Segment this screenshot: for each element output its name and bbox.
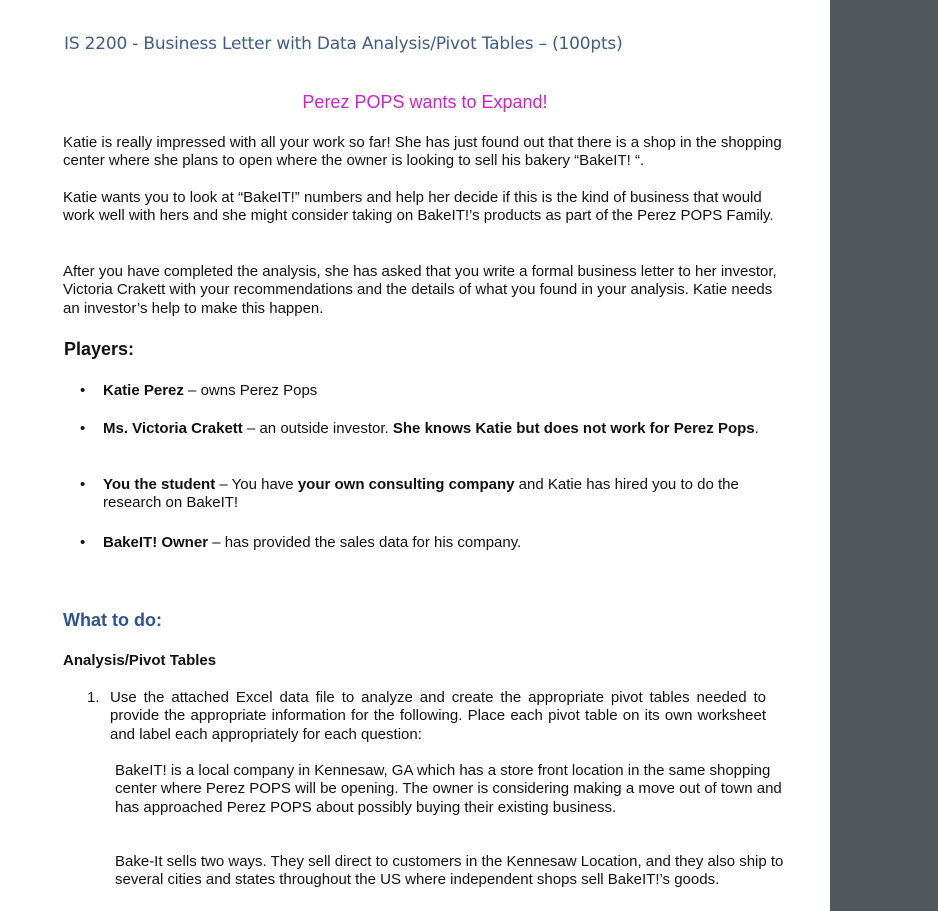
player-name: Ms. Victoria Crakett	[103, 420, 243, 437]
bullet-icon: •	[80, 420, 86, 437]
player-name: BakeIT! Owner	[103, 534, 209, 551]
player-item-bakeit-owner: • BakeIT! Owner – has provided the sales data for his company.	[80, 534, 522, 551]
player-name: You the student	[103, 476, 216, 493]
player-name: Katie Perez	[103, 382, 184, 399]
intro-paragraph-3: After you have completed the analysis, she has asked that you write a formal business letter to her investor, Victoria Crakett with your recommendations and the details of what you found in your analysis. Katie needs an investor’s help to make this happen.	[63, 263, 777, 317]
sub-paragraph-2: Bake-It sells two ways. They sell direct to customers in the Kennesaw Location, and they also ship to several cities and states throughout the US where independent shops sell BakeIT!’s goods.	[115, 853, 784, 889]
bullet-icon: •	[80, 476, 86, 493]
list-number: 1.	[87, 689, 100, 706]
bullet-icon: •	[80, 534, 86, 551]
intro-paragraph-1: Katie is really impressed with all your work so far! She has just found out that there is a shop in the shopping center where she plans to open where the owner is looking to sell his bakery “BakeIT! “.	[63, 134, 782, 170]
bullet-icon: •	[80, 382, 86, 399]
player-desc: has provided the sales data for his company.	[224, 534, 522, 551]
player-item-student: • You the student – You have your own consulting company and Katie has hired you to do the research on BakeIT!	[80, 476, 739, 512]
document-title: Perez POPS wants to Expand!	[302, 92, 548, 112]
analysis-heading: Analysis/Pivot Tables	[63, 652, 217, 669]
intro-paragraph-2: Katie wants you to look at “BakeIT!” numbers and help her decide if this is the kind of business that would work well with hers and she might consider taking on BakeIT!’s products as part of the Perez POPS Family.	[63, 189, 774, 225]
list-item-text: Use the attached Excel data file to analyze and create the appropriate pivot tables needed to provide the appropriate information for the following. Place each pivot table on its own worksheet and label each appropriately for each question:	[110, 689, 766, 743]
sub-paragraph-1: BakeIT! is a local company in Kennesaw, GA which has a store front location in the same shopping center where Perez POPS will be opening. The owner is considering making a move out of town and has approached Perez POPS about possibly buying their existing business.	[115, 762, 782, 816]
player-desc: owns Perez Pops	[200, 382, 318, 399]
viewer-background	[830, 0, 938, 911]
what-to-do-heading: What to do:	[63, 610, 162, 630]
players-heading: Players:	[64, 339, 135, 359]
header-title: IS 2200 - Business Letter with Data Analysis/Pivot Tables – (100pts)	[64, 34, 623, 54]
player-item-victoria: • Ms. Victoria Crakett – an outside investor. She knows Katie but does not work for Perez Pops.	[80, 420, 759, 437]
player-item-katie: • Katie Perez – owns Perez Pops	[80, 382, 318, 399]
